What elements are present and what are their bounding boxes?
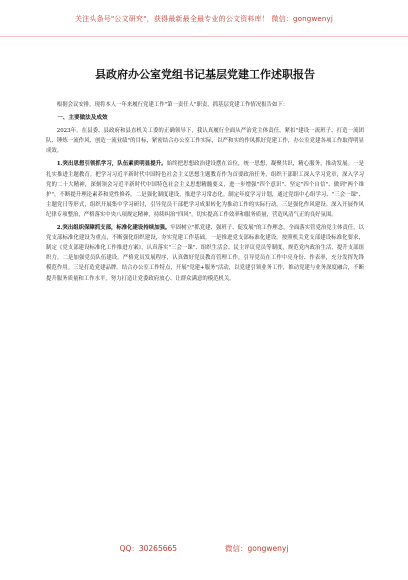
banner-text: 关注头条号"公文研究"，获得最新最全最专业的公文资料库！ 微信：gongwenyj bbox=[74, 15, 334, 23]
body-paragraph bbox=[46, 223, 364, 284]
document-page bbox=[46, 40, 364, 532]
top-banner bbox=[0, 0, 408, 38]
footer-qq: QQ：30265665 bbox=[119, 544, 178, 553]
footer-wechat: 微信：gongwenyj bbox=[225, 544, 289, 553]
intro-paragraph: 根据会议安排，现将本人一年来履行党建工作"第一责任人"职责，抓基层党建工作情况报告如下： bbox=[56, 102, 289, 108]
paragraph-body: 始终把思想政治建设摆在首位，统一思想，凝聚共识，精心服务，推动发展。一是扎实推进主题教育。把学习习近平新时代中国特色社会主义思想主题教育作为首要政治任务，组织干部职工深入学习党章，深入学习党的二十大精神，深刻领会习近平新时代中国特色社会主义思想精髓要义，进一步增强"四个意识"、坚定"四个自信"、做到"两个维护"，不断提升理论素养和党性修养。二是强化制度建设，推进学习常态化。制定年度学习计划，通过党组中心组学习、"三会一课"、主题党日等形式，组织开展集中学习研讨，引导党员干部把学习成果转化为推动工作的实际行动。三是强化作风建设。深入开展作风纪律专项整治，严格落实中央八项规定精神，持续纠治"四风"，切实提高工作效率和服务质量，营造风清气正的良好氛围。 bbox=[46, 161, 364, 218]
footer-contact bbox=[0, 543, 408, 563]
body-paragraph bbox=[46, 159, 364, 220]
document-title: 县政府办公室党组书记基层党建工作述职报告 bbox=[95, 68, 315, 81]
banner-divider bbox=[0, 36, 408, 37]
section-heading: 一、主要做法及成效 bbox=[57, 115, 108, 122]
body-paragraph: 2023年，在县委、县政府和县直机关工委的正确领导下，我认真履行全面从严治党主体责任，紧扣"建设一流班子、打造一流团队、锤炼一流作风、创造一流业绩"的目标，紧密结合办公室工作实际，以严和实的作风抓好党建工作，办公室党建各项工作取得明显成效。 bbox=[46, 128, 364, 155]
paragraph-lead: 2.突出组织保障抓支部，标准化建设持续加强。 bbox=[56, 225, 171, 232]
paragraph-lead: 1.突出思想引领抓学习，队伍素质明显提升。 bbox=[56, 161, 167, 168]
paragraph-body: 牢固树立"抓党建、强班子、促发展"的工作理念，全面落实管党治党主体责任，以党支部标准化建设为重点，不断强化组织建设，夯实党建工作基础。一是推进党支部标准化建设。按照机关党支部建设标准化要求，制定《党支部建设标准化工作推进方案》，认真落实"三会一课"、组织生活会、民主评议党员等制度，规范党内政治生活，提升支部组织力。二是加强党员队伍建设。严格党员发展程序，认真做好党员教育管理工作，引导党员在工作中亮身份、作表率，充分发挥先锋模范作用。三是打造党建品牌。结合办公室工作特点，开展"党建+服务"活动，以党建引领业务工作，推动党建与业务深度融合，不断提升服务质量和工作水平，努力打造让党委政府放心、让群众满意的模范机关。 bbox=[46, 225, 364, 282]
